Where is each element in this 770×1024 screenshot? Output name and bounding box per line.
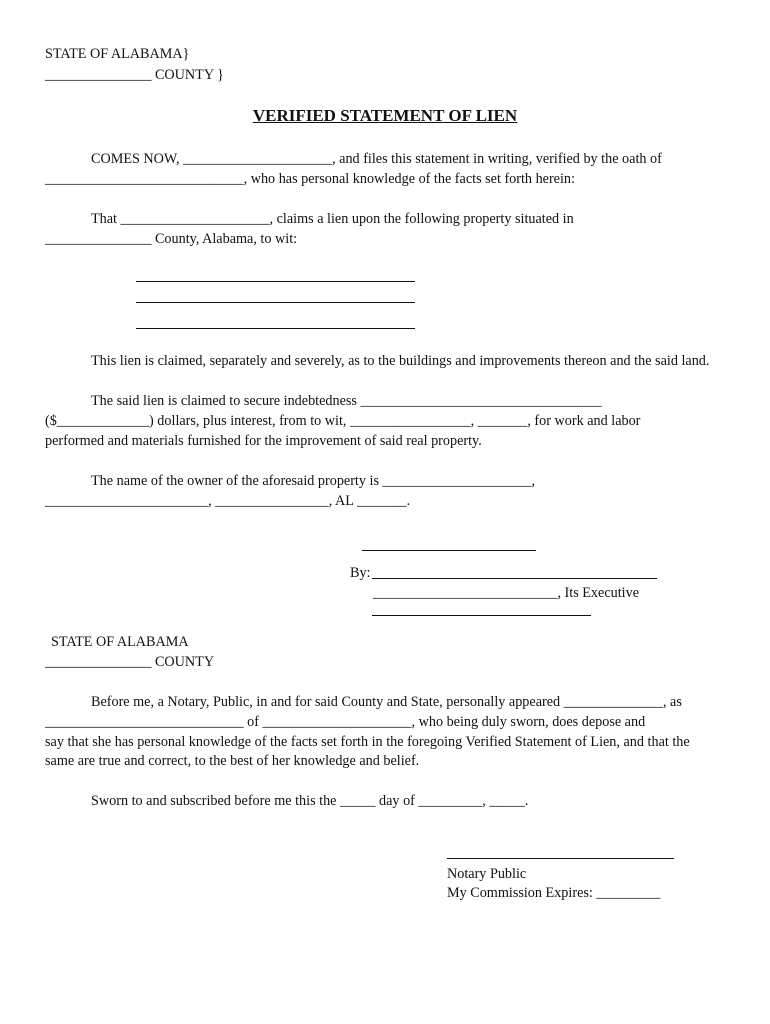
by-label: By: xyxy=(350,565,371,581)
executive-title-line xyxy=(372,615,591,616)
notary-state-heading: STATE OF ALABAMA xyxy=(51,634,189,650)
signature-line xyxy=(362,550,536,551)
para-claims-lien-line2: _______________ County, Alabama, to wit: xyxy=(45,231,298,247)
para-owner-line1: The name of the owner of the aforesaid property is _____________________, xyxy=(91,473,536,489)
para-claims-lien-line1: That _____________________, claims a lien upon the following property situated in xyxy=(91,211,574,227)
county-heading: _______________ COUNTY } xyxy=(45,67,224,83)
state-heading: STATE OF ALABAMA} xyxy=(45,46,190,62)
para-owner-line2: _______________________, ________________, AL _______. xyxy=(45,493,411,509)
notary-signature-line xyxy=(447,858,674,859)
para-sworn: Sworn to and subscribed before me this the _____ day of _________, _____. xyxy=(91,793,529,809)
para-before-me-line3: say that she has personal knowledge of the facts set forth in the foregoing Verified Statement of Lien, and that the xyxy=(45,734,690,750)
para-comes-now-line2: ____________________________, who has personal knowledge of the facts set forth herein: xyxy=(45,171,575,187)
para-separately-claimed: This lien is claimed, separately and severely, as to the buildings and improvements thereon and the said land. xyxy=(91,353,710,369)
notary-public-label: Notary Public xyxy=(447,866,527,882)
para-before-me-line2: ____________________________ of _____________________, who being duly sworn, does depose and xyxy=(45,714,646,730)
para-before-me-line1: Before me, a Notary, Public, in and for said County and State, personally appeared ______________, as xyxy=(91,694,682,710)
its-executive-line: __________________________, Its Executive xyxy=(373,585,639,601)
property-description-line xyxy=(136,328,415,329)
by-signature-line xyxy=(372,578,657,579)
para-indebtedness-line3: performed and materials furnished for the improvement of said real property. xyxy=(45,433,482,449)
para-before-me-line4: same are true and correct, to the best of her knowledge and belief. xyxy=(45,753,420,769)
para-comes-now-line1: COMES NOW, _____________________, and files this statement in writing, verified by the oath of xyxy=(91,151,662,167)
property-description-line xyxy=(136,302,415,303)
para-indebtedness-line2: ($_____________) dollars, plus interest, from to wit, _________________, _______, for work and labor xyxy=(45,413,641,429)
property-description-line xyxy=(136,281,415,282)
notary-county-heading: _______________ COUNTY xyxy=(45,654,215,670)
document-title: VERIFIED STATEMENT OF LIEN xyxy=(252,106,518,125)
para-indebtedness-line1: The said lien is claimed to secure indebtedness __________________________________ xyxy=(91,393,602,409)
commission-expires-label: My Commission Expires: _________ xyxy=(447,885,661,901)
